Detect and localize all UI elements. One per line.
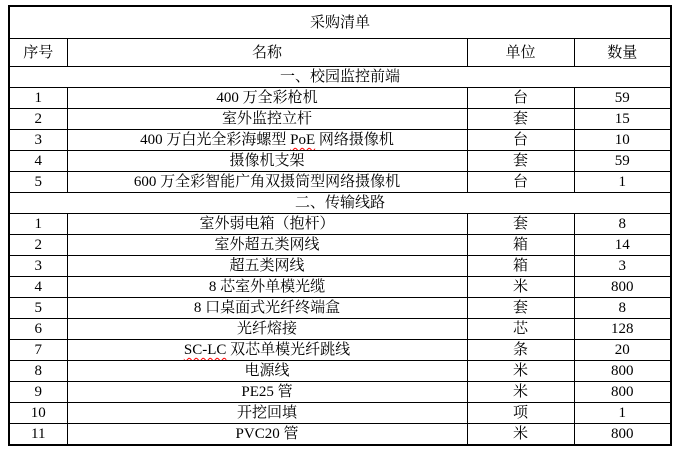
item-name-cell: 超五类网线: [67, 256, 467, 277]
item-unit-cell: 台: [467, 88, 574, 109]
item-name-cell: SC-LC 双芯单模光纤跳线: [67, 340, 467, 361]
item-qty-cell: 10: [574, 130, 671, 151]
item-index-cell: 5: [9, 298, 67, 319]
table-row: [9, 319, 671, 340]
item-index-cell: 4: [9, 151, 67, 172]
item-index-cell: 11: [9, 424, 67, 446]
item-unit-cell: 米: [467, 361, 574, 382]
table-row: [9, 151, 671, 172]
section-header: 二、传输线路: [9, 193, 671, 214]
item-name-cell: 8 口桌面式光纤终端盒: [67, 298, 467, 319]
item-name-cell: 室外监控立杆: [67, 109, 467, 130]
spellcheck-flagged-text: PoE: [290, 132, 316, 148]
item-name-cell: 室外弱电箱（抱杆）: [67, 214, 467, 235]
item-index-cell: 8: [9, 361, 67, 382]
item-unit-cell: 米: [467, 382, 574, 403]
column-header-qty: 数量: [574, 39, 671, 67]
section-header-row: [9, 67, 671, 88]
item-qty-cell: 14: [574, 235, 671, 256]
item-index-cell: 2: [9, 109, 67, 130]
item-qty-cell: 800: [574, 277, 671, 298]
item-unit-cell: 箱: [467, 256, 574, 277]
column-header-name: 名称: [67, 39, 467, 67]
item-name-cell: PVC20 管: [67, 424, 467, 446]
section-header: 一、校园监控前端: [9, 67, 671, 88]
item-unit-cell: 项: [467, 403, 574, 424]
table-row: [9, 298, 671, 319]
section-header-row: [9, 193, 671, 214]
item-qty-cell: 59: [574, 88, 671, 109]
item-unit-cell: 米: [467, 424, 574, 446]
column-header-row: [9, 39, 671, 67]
item-index-cell: 1: [9, 88, 67, 109]
item-name-cell: 摄像机支架: [67, 151, 467, 172]
item-qty-cell: 59: [574, 151, 671, 172]
item-unit-cell: 套: [467, 298, 574, 319]
item-qty-cell: 128: [574, 319, 671, 340]
item-index-cell: 3: [9, 130, 67, 151]
item-name-cell: 400 万白光全彩海螺型 PoE 网络摄像机: [67, 130, 467, 151]
procurement-table: [8, 5, 672, 446]
spellcheck-flagged-text: SC-LC: [183, 342, 227, 358]
item-name-cell: 电源线: [67, 361, 467, 382]
item-qty-cell: 8: [574, 214, 671, 235]
table-head: [9, 6, 671, 67]
column-header-unit: 单位: [467, 39, 574, 67]
item-index-cell: 9: [9, 382, 67, 403]
item-index-cell: 10: [9, 403, 67, 424]
item-name-cell: 600 万全彩智能广角双摄筒型网络摄像机: [67, 172, 467, 193]
table-row: [9, 340, 671, 361]
table-row: [9, 172, 671, 193]
table-row: [9, 361, 671, 382]
item-unit-cell: 台: [467, 130, 574, 151]
item-unit-cell: 套: [467, 109, 574, 130]
item-unit-cell: 条: [467, 340, 574, 361]
item-unit-cell: 米: [467, 277, 574, 298]
item-index-cell: 7: [9, 340, 67, 361]
item-unit-cell: 台: [467, 172, 574, 193]
item-name-cell: 400 万全彩枪机: [67, 88, 467, 109]
item-qty-cell: 15: [574, 109, 671, 130]
table-row: [9, 214, 671, 235]
table-body: [9, 67, 671, 446]
item-qty-cell: 3: [574, 256, 671, 277]
item-unit-cell: 箱: [467, 235, 574, 256]
item-name-cell: 光纤熔接: [67, 319, 467, 340]
table-row: [9, 88, 671, 109]
item-qty-cell: 800: [574, 424, 671, 446]
table-row: [9, 424, 671, 446]
item-qty-cell: 1: [574, 172, 671, 193]
item-name-cell: 8 芯室外单模光缆: [67, 277, 467, 298]
title-row: [9, 6, 671, 39]
item-name-cell: 室外超五类网线: [67, 235, 467, 256]
table-row: [9, 109, 671, 130]
item-index-cell: 6: [9, 319, 67, 340]
item-unit-cell: 套: [467, 214, 574, 235]
table-row: [9, 382, 671, 403]
item-qty-cell: 8: [574, 298, 671, 319]
item-index-cell: 5: [9, 172, 67, 193]
item-name-cell: 开挖回填: [67, 403, 467, 424]
table-row: [9, 130, 671, 151]
item-index-cell: 2: [9, 235, 67, 256]
table-row: [9, 235, 671, 256]
column-header-index: 序号: [9, 39, 67, 67]
item-index-cell: 3: [9, 256, 67, 277]
table-row: [9, 256, 671, 277]
item-unit-cell: 芯: [467, 319, 574, 340]
table-row: [9, 403, 671, 424]
item-unit-cell: 套: [467, 151, 574, 172]
item-index-cell: 4: [9, 277, 67, 298]
item-qty-cell: 800: [574, 361, 671, 382]
item-qty-cell: 1: [574, 403, 671, 424]
item-qty-cell: 20: [574, 340, 671, 361]
table-row: [9, 277, 671, 298]
item-qty-cell: 800: [574, 382, 671, 403]
item-index-cell: 1: [9, 214, 67, 235]
item-name-cell: PE25 管: [67, 382, 467, 403]
table-title: 采购清单: [9, 6, 671, 39]
